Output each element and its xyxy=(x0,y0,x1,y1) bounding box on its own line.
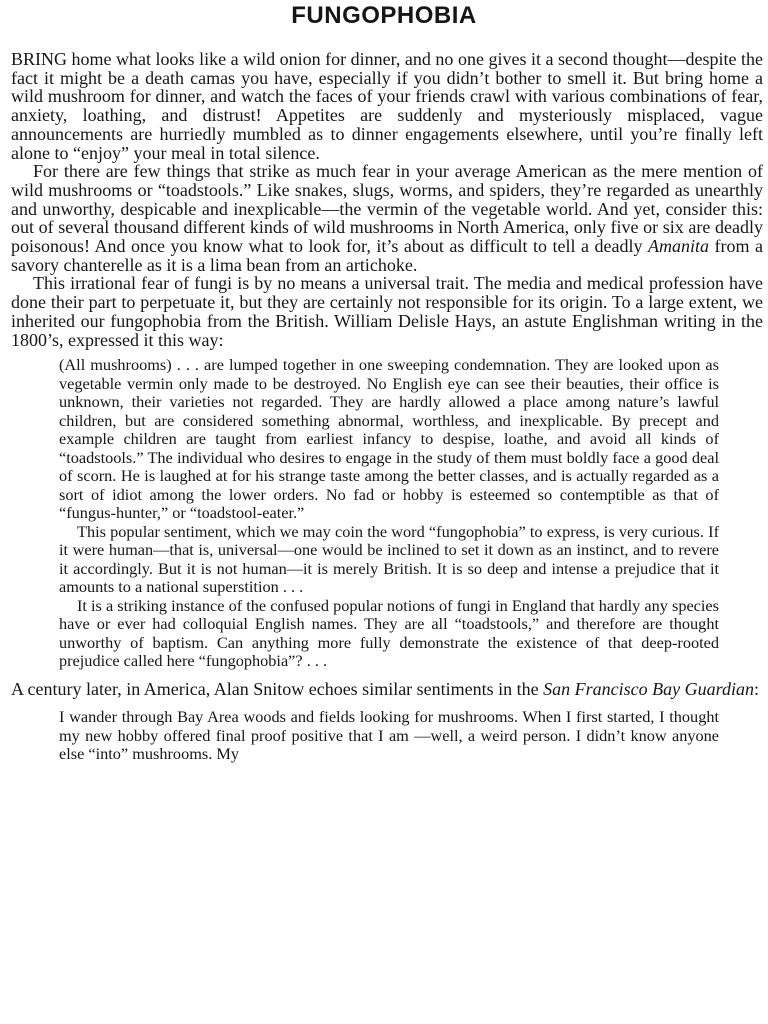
snitow-intro-colon: : xyxy=(753,678,759,699)
quote-hays-paragraph-2: This popular sentiment, which we may coin the word “fungophobia” to express, is very curious. If it were human—that is, universal—one would be inclined to set it down as an instinct, and to revere it accordingly. But it is not human—it is merely British. It is so deep and intense a prejudice that it amounts to a national superstition . . . xyxy=(59,521,719,597)
paragraph-2-text: For there are few things that strike as much fear in your average American as the mere mention of wild mushrooms or “toadstools.” Like snakes, slugs, worms, and spiders, they’re regarded as unearthly and unworthy, despicable and inexplicable—the vermin of the vegetable world. And yet, consider this: out of several thousand different kinds of wild mushrooms in North America, only five or six are deadly poisonous! And once you know what to look for, it’s about as difficult to tell a deadly xyxy=(11,161,763,257)
paragraph-1: BRING home what looks like a wild onion for dinner, and no one gives it a second thought—despite the fact it might be a death camas you have, especially if you didn’t bother to smell it. But bring home a wild mushroom for dinner, and watch the faces of your friends crawl with various combinations of fear, anxiety, loathing, and distrust! Appetites are suddenly and mysteriously misplaced, vague announcements are hurriedly mumbled as to dinner engagements elsewhere, until you’re finally left alone to “enjoy” your meal in total silence. xyxy=(11,49,763,163)
chapter-body xyxy=(11,50,763,773)
paragraph-3: This irrational fear of fungi is by no means a universal trait. The media and medical profession have done their part to perpetuate it, but they are certainly not responsible for its origin. To a large extent, we inherited our fungophobia from the British. William Delisle Hays, an astute Englishman writing in the 1800’s, expressed it this way: xyxy=(11,273,763,350)
paragraph-2-text-end: from a savory chanterelle as it is a lima bean from an artichoke. xyxy=(11,236,763,275)
block-quote-hays xyxy=(59,356,719,671)
paragraph-2-italic-term: Amanita xyxy=(648,236,709,257)
quote-hays-paragraph-3: It is a striking instance of the confused popular notions of fungi in England that hardly any species have or ever had colloquial English names. They are all “toadstools,” and therefore are thought unworthy of baptism. Can anything more fully demonstrate the existence of that deep-rooted prejudice called here “fungophobia”? . . . xyxy=(59,595,719,671)
quote-snitow-paragraph-1: I wander through Bay Area woods and fields looking for mushrooms. When I first started, I thought my new hobby offered final proof positive that I am —well, a weird person. I didn’t know anyone else “into” mushrooms. My xyxy=(59,707,719,764)
snitow-intro-text: A century later, in America, Alan Snitow echoes similar sentiments in the xyxy=(11,678,544,699)
block-quote-snitow xyxy=(59,708,719,764)
quote-hays-paragraph-1: (All mushrooms) . . . are lumped together in one sweeping condemnation. They are looked upon as vegetable vermin only made to be destroyed. No English eye can see their beauties, their office is unknown, their varieties not regarded. They are hardly allowed a place among nature’s lawful children, but are considered something abnormal, worthless, and inexplicable. By precept and example children are taught from earliest infancy to despise, loathe, and avoid all kinds of “toadstools.” The individual who desires to engage in the study of them must boldly face a good deal of scorn. He is laughed at for his strange taste among the better classes, and is actually regarded as a sort of idiot among the lower orders. No fad or hobby is esteemed so contemptible as that of “fungus-hunter,” or “toadstool-eater.” xyxy=(59,355,719,523)
paragraph-snitow-intro xyxy=(11,680,763,699)
chapter-title: FUNGOPHOBIA xyxy=(291,2,477,29)
paragraph-2 xyxy=(11,162,763,274)
publication-name: San Francisco Bay Guardian xyxy=(543,678,754,699)
